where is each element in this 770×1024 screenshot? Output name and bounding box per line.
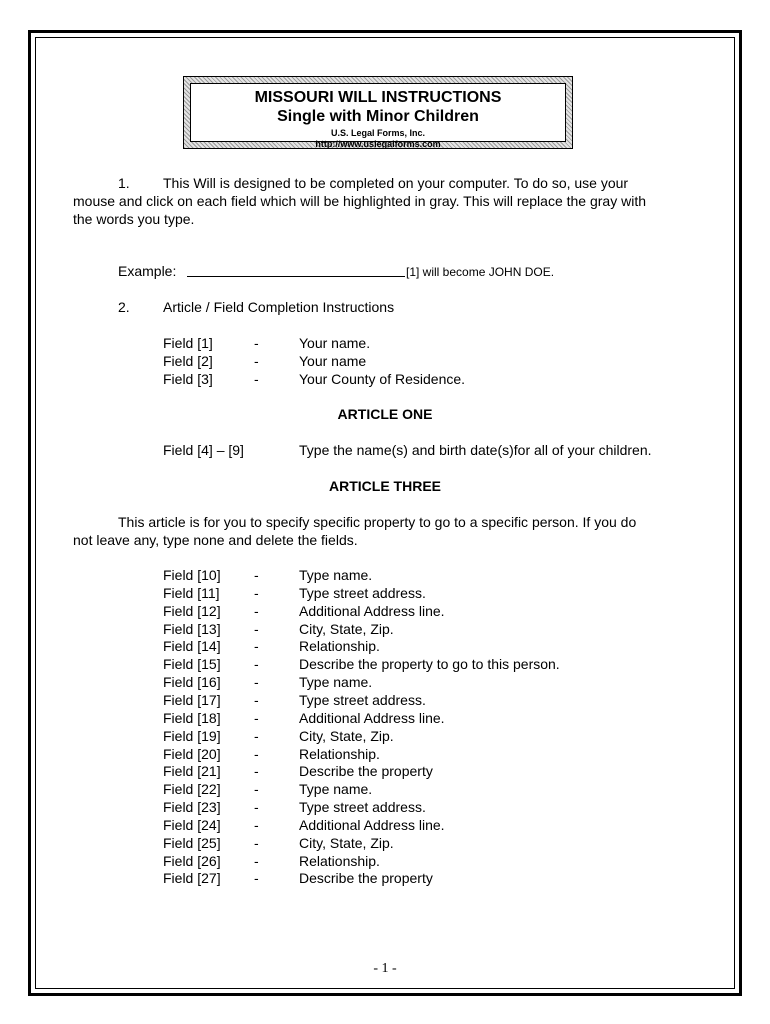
field-description: City, State, Zip. <box>299 728 394 744</box>
section-2-number: 2. <box>118 299 130 315</box>
field-dash: - <box>254 728 259 744</box>
field-description: Additional Address line. <box>299 817 445 833</box>
article-three-paragraph-line-2: not leave any, type none and delete the fields. <box>73 532 358 548</box>
field-dash: - <box>254 710 259 726</box>
field-label: Field [26] <box>163 853 221 869</box>
section-1-line-3: the words you type. <box>73 211 195 227</box>
field-dash: - <box>254 781 259 797</box>
article-one-field: Field [4] – [9] <box>163 442 244 458</box>
field-dash: - <box>254 835 259 851</box>
field-dash: - <box>254 763 259 779</box>
document-title: MISSOURI WILL INSTRUCTIONS <box>254 89 502 106</box>
field-description: Type name. <box>299 781 373 797</box>
field-description: Relationship. <box>299 746 380 762</box>
field-dash: - <box>254 353 259 369</box>
field-description: Relationship. <box>299 853 380 869</box>
field-dash: - <box>254 585 259 601</box>
field-label: Field [2] <box>163 353 213 369</box>
field-dash: - <box>254 674 259 690</box>
example-suffix: [1] will become JOHN DOE. <box>406 265 555 279</box>
field-description: Your name <box>299 353 367 369</box>
field-description: Your County of Residence. <box>299 371 466 387</box>
field-dash: - <box>254 746 259 762</box>
field-description: Additional Address line. <box>299 603 445 619</box>
field-dash: - <box>254 656 259 672</box>
field-label: Field [23] <box>163 799 221 815</box>
field-dash: - <box>254 817 259 833</box>
field-label: Field [12] <box>163 603 221 619</box>
field-dash: - <box>254 567 259 583</box>
field-description: Type street address. <box>299 585 426 601</box>
field-label: Field [17] <box>163 692 221 708</box>
section-1-line-1: This Will is designed to be completed on your computer. To do so, use your <box>163 175 629 191</box>
field-label: Field [19] <box>163 728 221 744</box>
company-url[interactable]: http://www.uslegalforms.com <box>315 139 441 149</box>
company-name: U.S. Legal Forms, Inc. <box>330 128 426 138</box>
field-description: Describe the property <box>299 763 433 779</box>
field-label: Field [25] <box>163 835 221 851</box>
field-label: Field [14] <box>163 638 221 654</box>
field-description: Type name. <box>299 567 373 583</box>
field-description: City, State, Zip. <box>299 835 394 851</box>
field-description: Type street address. <box>299 692 426 708</box>
article-three-paragraph-line-1: This article is for you to specify specific property to go to a specific person. If you do <box>118 514 637 530</box>
article-one-description: Type the name(s) and birth date(s)for all of your children. <box>299 442 652 458</box>
field-label: Field [18] <box>163 710 221 726</box>
field-description: Additional Address line. <box>299 710 445 726</box>
section-2-title: Article / Field Completion Instructions <box>163 299 395 315</box>
field-dash: - <box>254 603 259 619</box>
field-label: Field [11] <box>163 585 220 601</box>
example-blank-line <box>187 276 405 277</box>
field-label: Field [15] <box>163 656 221 672</box>
article-three-heading: ARTICLE THREE <box>329 478 441 494</box>
field-dash: - <box>254 371 259 387</box>
field-description: Describe the property to go to this person. <box>299 656 560 672</box>
field-description: Describe the property <box>299 870 433 886</box>
field-description: Relationship. <box>299 638 380 654</box>
field-label: Field [13] <box>163 621 221 637</box>
section-1-number: 1. <box>118 175 130 191</box>
field-label: Field [24] <box>163 817 221 833</box>
document-subtitle: Single with Minor Children <box>277 108 479 125</box>
field-label: Field [27] <box>163 870 221 886</box>
field-label: Field [16] <box>163 674 221 690</box>
field-dash: - <box>254 692 259 708</box>
field-dash: - <box>254 870 259 886</box>
field-label: Field [21] <box>163 763 221 779</box>
section-1-line-2: mouse and click on each field which will be highlighted in gray. This will replace the gray with <box>73 193 646 209</box>
field-label: Field [1] <box>163 335 213 351</box>
field-description: Your name. <box>299 335 371 351</box>
field-description: Type street address. <box>299 799 426 815</box>
field-description: City, State, Zip. <box>299 621 394 637</box>
field-label: Field [3] <box>163 371 213 387</box>
title-box <box>183 76 573 149</box>
title-box-inner <box>190 83 566 149</box>
field-label: Field [22] <box>163 781 221 797</box>
field-dash: - <box>254 799 259 815</box>
field-label: Field [10] <box>163 567 221 583</box>
field-dash: - <box>254 853 259 869</box>
page-number: - 1 - <box>373 961 397 976</box>
field-dash: - <box>254 621 259 637</box>
example-label: Example: <box>118 263 177 279</box>
field-description: Type name. <box>299 674 373 690</box>
field-label: Field [20] <box>163 746 221 762</box>
field-dash: - <box>254 638 259 654</box>
article-one-heading: ARTICLE ONE <box>337 406 433 422</box>
field-dash: - <box>254 335 259 351</box>
